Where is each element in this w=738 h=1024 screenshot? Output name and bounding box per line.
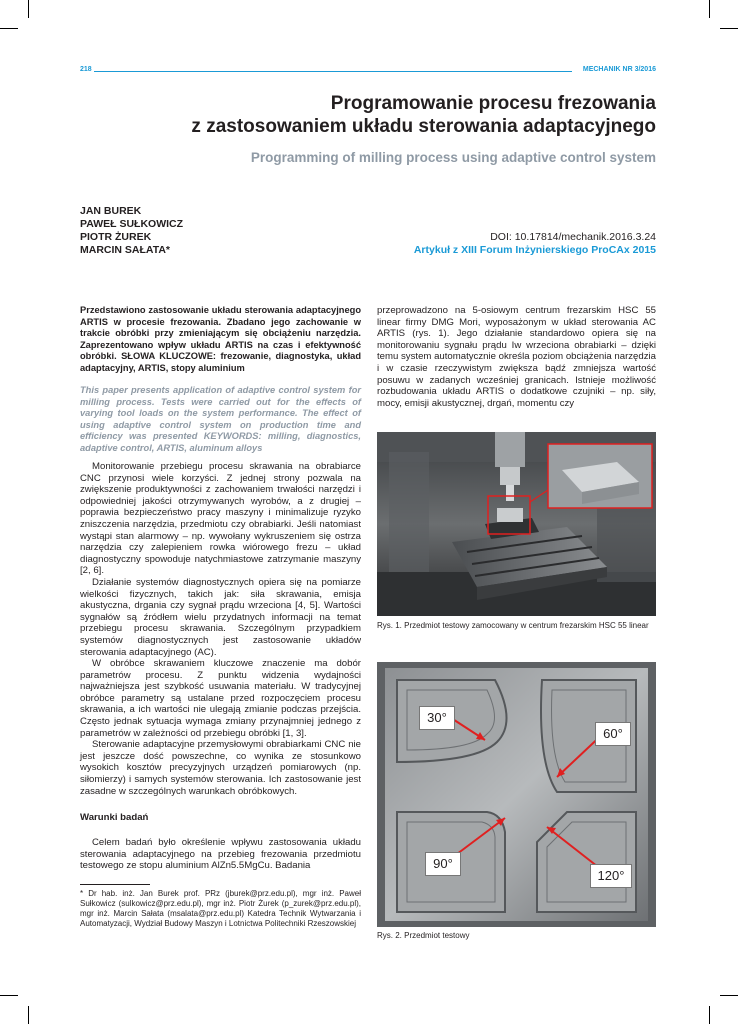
body-text-left: [80, 461, 361, 797]
article-title: [96, 92, 656, 138]
title-line-1: Programowanie procesu frezowania: [330, 93, 656, 114]
figure-2-photo: [377, 662, 656, 927]
crop-mark: [0, 995, 18, 996]
body-text-right: przeprowadzono na 5-osiowym centrum frezarskim HSC 55 linear firmy DMG Mori, wyposażonym w układ sterowania AC ARTIS (rys. 1). Jego działanie standardowo opiera się na monitorowaniu sygnału prądu Iw wrzeciona obrabiarki – dzięki temu system automatycznie określa poziom obciążenia narzędzia i w czasie rzeczywistym zwiększa bądź zmniejsza wartość posuwu w zadanych wcześniej granicach. Istnieje możliwość rozbudowania układu ARTIS o dodatkowe czujniki – np. siły, mocy, emisji akustycznej, drgań, momentu czy: [377, 305, 656, 409]
forum-note: Artykuł z XIII Forum Inżynierskiego ProCAx 2015: [413, 244, 656, 256]
paragraph: Sterowanie adaptacyjne przemysłowymi obrabiarkami CNC nie jest jeszcze dość powszechne, co wynika ze stosunkowo wysokich kosztów precyzyjnych urządzeń pomiarowych (np. siłomierzy) i samych systemów sterowania. Ich zastosowanie jest zasadne w szczególnych warunkach obróbkowych.: [80, 739, 361, 797]
milling-center-illustration: [377, 432, 656, 616]
article-subtitle: Programming of milling process using adaptive control system: [250, 150, 656, 165]
header-rule: [94, 71, 572, 72]
figure-1-photo: [377, 432, 656, 616]
page-number: 218: [80, 66, 92, 73]
crop-mark: [0, 28, 18, 29]
title-line-2: z zastosowaniem układu sterowania adaptacyjnego: [191, 116, 656, 137]
journal-name: MECHANIK NR 3/2016: [582, 66, 656, 73]
angle-label-30: 30°: [419, 706, 455, 730]
footnote-rule: [80, 884, 150, 885]
crop-mark: [28, 1006, 29, 1024]
author: MARCIN SAŁATA*: [80, 244, 171, 256]
crop-mark: [28, 0, 29, 18]
author: PAWEŁ SUŁKOWICZ: [80, 218, 184, 230]
angle-label-90: 90°: [425, 852, 461, 876]
section-heading: Warunki badań: [80, 812, 149, 823]
author: PIOTR ŻUREK: [80, 231, 152, 243]
angle-label-60: 60°: [595, 722, 631, 746]
author-list: [80, 205, 183, 257]
paragraph: W obróbce skrawaniem kluczowe znaczenie ma dobór parametrów procesu. Z punktu widzenia wydajności najważniejsza jest szybkość usuwania materiału. W tradycyjnej obróbce parametry są ustalane przed rozpoczęciem procesu skrawania, a ich wartości nie ulegają zmianie podczas przejścia. Często jednak sytuacja wymaga zmiany przynajmniej jednego z parametrów w zależności od przebiegu obróbki [1, 3].: [80, 658, 361, 739]
crop-mark: [709, 1006, 710, 1024]
abstract-english: This paper presents application of adaptive control system for milling process. Tests were carried out for the effects of varying tool loads on the system performance. The effect of using adaptive control system on production time and efficiency was presented KEYWORDS: milling, diagnostics, adaptive control, ARTIS, aluminum alloys: [80, 385, 361, 453]
running-header: [80, 66, 656, 76]
figure-1-caption: Rys. 1. Przedmiot testowy zamocowany w centrum frezarskim HSC 55 linear: [377, 621, 649, 630]
doi: DOI: 10.17814/mechanik.2016.3.24: [490, 231, 656, 243]
body-text-left-2: [80, 837, 361, 872]
author: JAN BUREK: [80, 205, 142, 217]
paragraph: Celem badań było określenie wpływu zastosowania układu sterowania adaptacyjnego na przebieg frezowania przedmiotu testowego ze stopu aluminium AlZn5.5MgCu. Badania: [80, 837, 361, 872]
crop-mark: [720, 28, 738, 29]
doi-block: [414, 231, 656, 257]
paragraph: Monitorowanie przebiegu procesu skrawania na obrabiarce CNC przynosi wiele korzyści. Z jednej strony pozwala na zwiększenie produktywności z zachowaniem trwałości narzędzi i odpowiedniej jakości otrzymywanych wyrobów, a z drugiej – poprawia bezpieczeństwo pracy maszyny i minimalizuje ryzyko zniszczenia narzędzia, przedmiotu czy obrabiarki. Jeśli natomiast wystąpi stan alarmowy – np. wywołany wykruszeniem się ostrza narzędzia czy zalepieniem rowka wiórowego frezu – układ diagnostyczny spowoduje natychmiastowe zatrzymanie maszyny [2, 6].: [80, 461, 361, 577]
figure-2-caption: Rys. 2. Przedmiot testowy: [377, 931, 470, 940]
crop-mark: [709, 0, 710, 18]
angle-label-120: 120°: [590, 864, 632, 888]
footnote: * Dr hab. inż. Jan Burek prof. PRz (jburek@prz.edu.pl), mgr inż. Paweł Sułkowicz (sulkowicz@prz.edu.pl), mgr inż. Piotr Żurek (p_zurek@prz.edu.pl), mgr inż. Marcin Sałata (msalata@prz.edu.pl) Katedra Technik Wytwarzania i Automatyzacji, Wydział Budowy Maszyn i Lotnictwa Politechniki Rzeszowskiej: [80, 889, 361, 928]
paragraph: Działanie systemów diagnostycznych opiera się na pomiarze wielkości fizycznych, takich jak: siła skrawania, emisja akustyczna, drgania czy sygnał prądu wrzeciona [4, 5]. Wartości sygnałów są źródłem wielu przydatnych informacji na temat przebiegu procesu skrawania. Szczególnym przypadkiem systemów diagnostycznych jest zastosowanie układów sterowania adaptacyjnego (AC).: [80, 576, 361, 658]
abstract-polish: Przedstawiono zastosowanie układu sterowania adaptacyjnego ARTIS w procesie frezowania. Zbadano jego zachowanie w trakcie obróbki przy zmieniającym się obciążeniu narzędzia. Zaprezentowano wpływ układu ARTIS na czas i efektywność obróbki. SŁOWA KLUCZOWE: frezowanie, diagnostyka, układ adaptacyjny, ARTIS, stopy aluminium: [80, 305, 361, 373]
crop-mark: [720, 995, 738, 996]
